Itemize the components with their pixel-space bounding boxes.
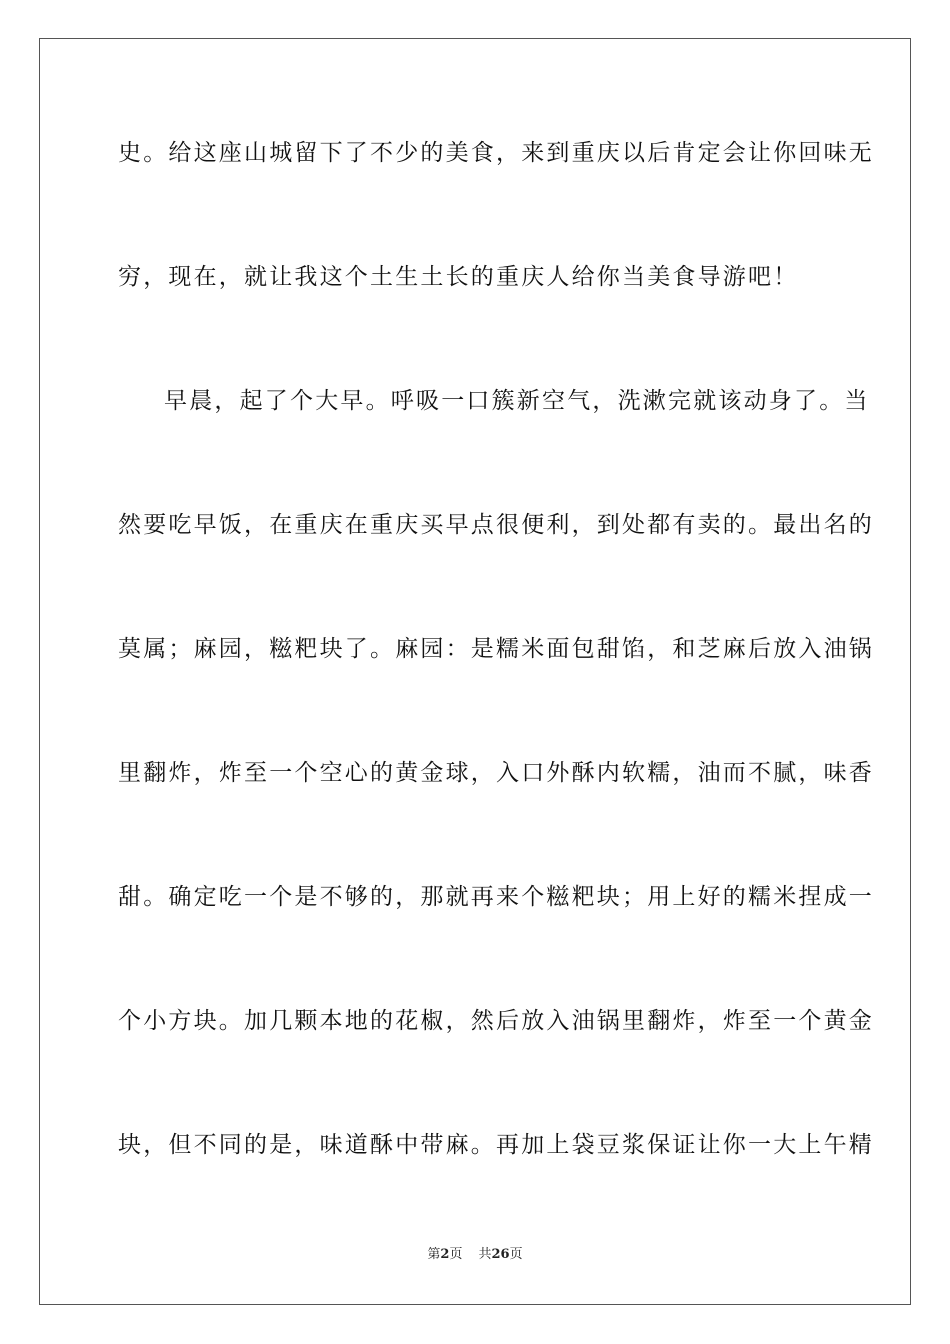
text-line-9: 块，但不同的是，味道酥中带麻。再加上袋豆浆保证让你一大上午精	[118, 1132, 874, 1158]
text-line-8: 个小方块。加几颗本地的花椒，然后放入油锅里翻炸，炸至一个黄金	[118, 1008, 874, 1034]
text-line-1: 史。给这座山城留下了不少的美食，来到重庆以后肯定会让你回味无	[118, 140, 874, 166]
total-suffix: 页	[509, 1247, 523, 1262]
text-line-4: 然要吃早饭，在重庆在重庆买早点很便利，到处都有卖的。最出名的	[118, 512, 874, 538]
text-line-2: 穷，现在，就让我这个土生土长的重庆人给你当美食导游吧！	[118, 264, 799, 290]
page-number: 2	[440, 1247, 450, 1262]
text-line-3: 早晨，起了个大早。呼吸一口簇新空气，洗漱完就该动身了。当	[164, 388, 870, 414]
total-prefix: 共	[478, 1247, 492, 1262]
page-suffix: 页	[449, 1247, 463, 1262]
text-line-7: 甜。确定吃一个是不够的，那就再来个糍粑块；用上好的糯米捏成一	[118, 884, 874, 910]
text-line-5: 莫属；麻园，糍粑块了。麻园：是糯米面包甜馅，和芝麻后放入油锅	[118, 636, 874, 662]
total-pages: 26	[491, 1247, 510, 1262]
page-footer	[0, 1246, 950, 1264]
page-prefix: 第	[427, 1247, 441, 1262]
text-line-6: 里翻炸，炸至一个空心的黄金球，入口外酥内软糯，油而不腻，味香	[118, 760, 874, 786]
page-border	[39, 38, 911, 1305]
